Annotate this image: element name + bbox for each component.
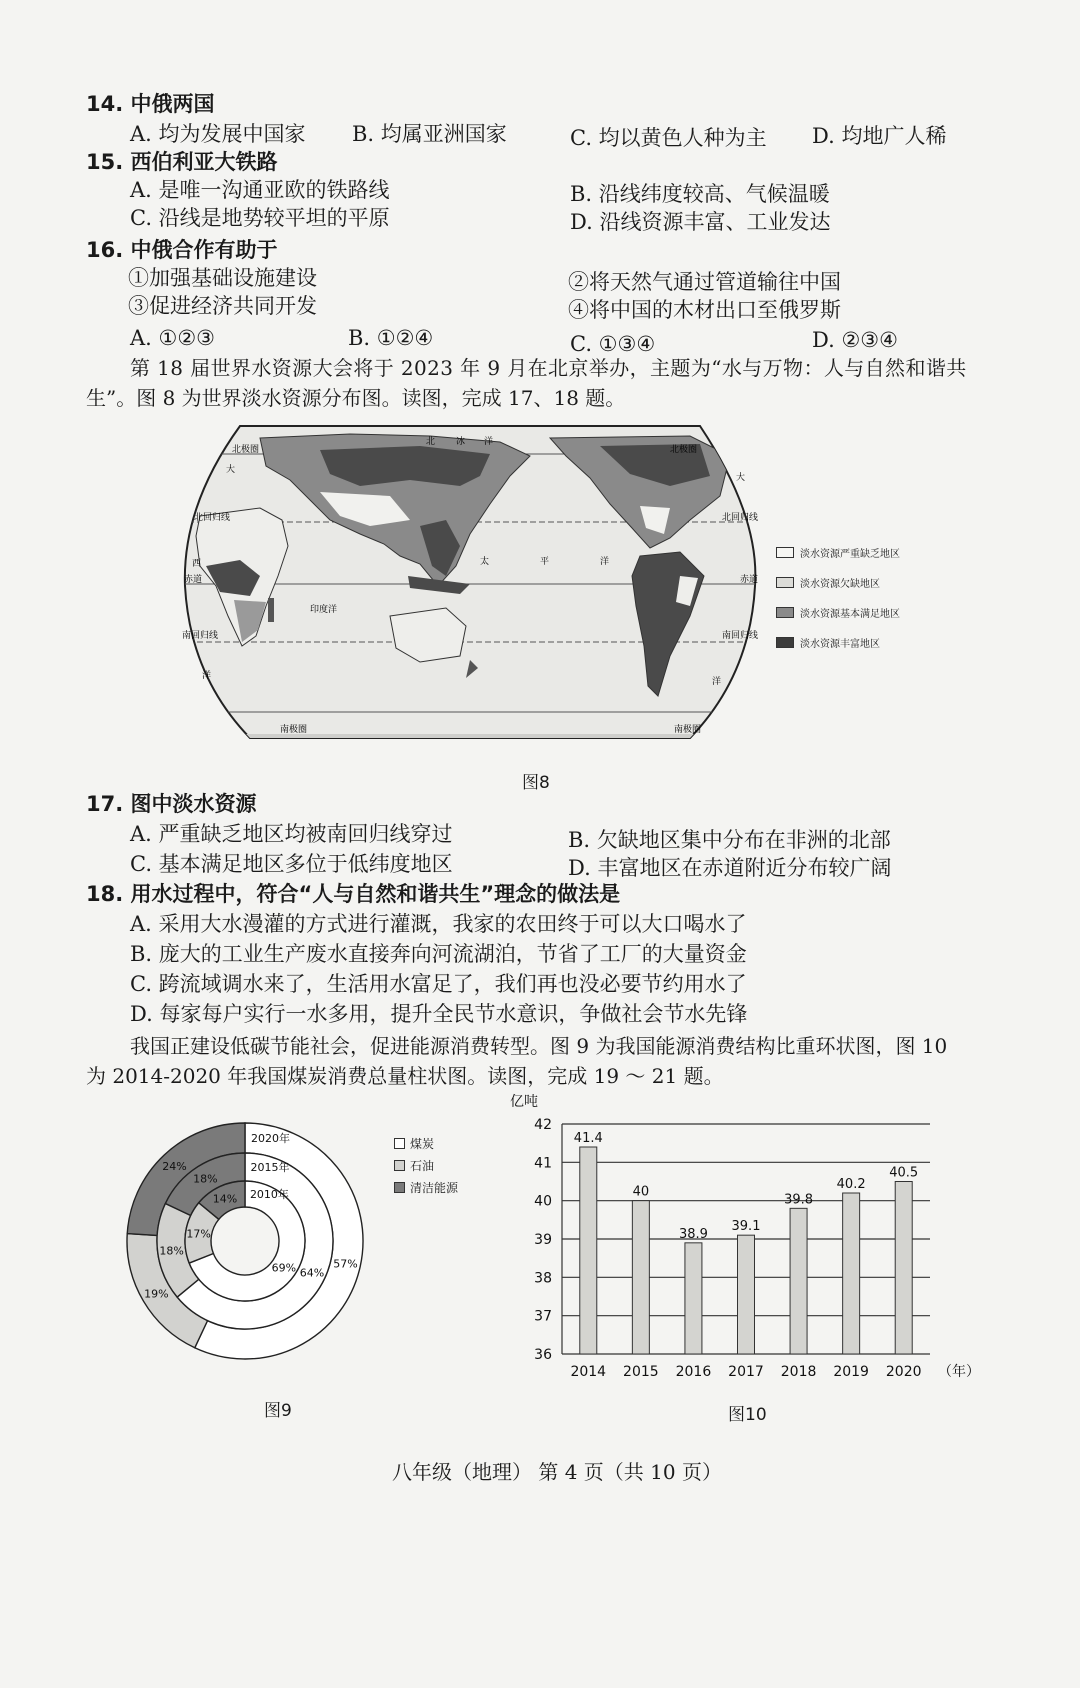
q14-option-d: D. 均地广人稀	[812, 124, 947, 148]
ring-legend-item-oil	[394, 1156, 458, 1174]
label-equator-right: 赤道	[740, 575, 759, 585]
legend-label-severe: 淡水资源严重缺乏地区	[800, 548, 900, 560]
legend-swatch-rich	[776, 637, 794, 648]
bar-2018	[790, 1208, 807, 1354]
q15-option-b: B. 沿线纬度较高、气候温暖	[570, 182, 830, 206]
ring-label-2020年-oil: 19%	[144, 1287, 169, 1301]
q16-statement-1: ①加强基础设施建设	[128, 266, 317, 290]
q16-statement-3: ③促进经济共同开发	[128, 294, 317, 318]
bar-y-tick-38: 38	[534, 1270, 552, 1287]
label-yang1: 洋	[484, 437, 494, 447]
label-yang3: 洋	[202, 671, 212, 681]
ring-label-2015年-clean: 18%	[193, 1172, 218, 1186]
q15-option-c: C. 沿线是地势较平坦的平原	[130, 206, 390, 230]
q17-option-c: C. 基本满足地区多位于低纬度地区	[130, 852, 453, 876]
page-footer: 八年级（地理） 第 4 页（共 10 页）	[392, 1460, 722, 1484]
q17-stem: 17. 图中淡水资源	[86, 792, 257, 816]
label-bing: 冰	[456, 437, 466, 447]
ring-legend-swatch-clean	[394, 1182, 405, 1193]
label-yang4: 洋	[712, 677, 722, 687]
bar-x-tick-2015: 2015	[623, 1364, 659, 1380]
ring-label-2010年-clean: 14%	[212, 1192, 238, 1206]
bar-2017	[738, 1235, 755, 1354]
label-tropic-capricorn-right: 南回归线	[722, 631, 759, 641]
bar-2019	[843, 1193, 860, 1354]
bar-x-tick-2017: 2017	[728, 1364, 764, 1380]
q16-option-c: C. ①③④	[570, 332, 656, 356]
bar-y-tick-41: 41	[534, 1155, 552, 1172]
bar-y-tick-39: 39	[534, 1232, 552, 1248]
figure-9-caption: 图9	[264, 1401, 292, 1421]
ring-legend-label-coal: 煤炭	[410, 1136, 435, 1151]
ring-legend-item-clean	[394, 1178, 458, 1196]
figure-10-caption: 图10	[728, 1405, 767, 1425]
q17-option-d: D. 丰富地区在赤道附近分布较广阔	[568, 856, 892, 880]
bar-x-tick-2019: 2019	[833, 1364, 869, 1380]
label-tropic-capricorn-left: 南回归线	[182, 631, 219, 641]
ring-year-label-2015年: 2015年	[250, 1161, 290, 1175]
antarctica	[210, 734, 730, 750]
ring-label-2015年-oil: 18%	[159, 1244, 184, 1258]
intro-19-21-line1: 我国正建设低碳节能社会，促进能源消费转型。图 9 为我国能源消费结构比重环状图，图 10	[130, 1034, 948, 1058]
label-tropic-cancer-right: 北回归线	[722, 513, 759, 523]
bar-x-tick-2018: 2018	[780, 1364, 817, 1380]
q18-option-c: C. 跨流域调水来了，生活用水富足了，我们再也没必要节约用水了	[130, 972, 747, 996]
ring-legend-label-clean: 清洁能源	[410, 1180, 459, 1195]
ring-label-2020年-clean: 24%	[162, 1159, 187, 1173]
ring-label-2010年-coal: 69%	[271, 1261, 297, 1275]
intro-17-18-line1: 第 18 届世界水资源大会将于 2023 年 9 月在北京举办，主题为“水与万物：人与自然和谐共	[130, 356, 967, 380]
bar-value-label-2015: 40	[632, 1184, 650, 1200]
bar-y-tick-37: 37	[534, 1308, 552, 1325]
q14-option-a: A. 均为发展中国家	[130, 122, 306, 146]
q17-option-b: B. 欠缺地区集中分布在非洲的北部	[568, 828, 891, 852]
legend-item-basic	[776, 602, 976, 622]
ring-label-2020年-coal: 57%	[333, 1257, 358, 1271]
q16-stem: 16. 中俄合作有助于	[86, 238, 278, 262]
bar-value-label-2019: 40.2	[836, 1177, 866, 1192]
q16-option-a: A. ①②③	[130, 326, 215, 350]
madagascar	[268, 598, 274, 622]
legend-item-lacking	[776, 572, 976, 592]
label-arctic-circle-left: 北极圈	[232, 445, 260, 455]
legend-item-rich	[776, 632, 976, 652]
ring-legend-item-coal	[394, 1134, 458, 1152]
q17-option-a: A. 严重缺乏地区均被南回归线穿过	[130, 822, 453, 846]
legend-swatch-basic	[776, 607, 794, 618]
bar-2014	[580, 1147, 597, 1354]
bar-y-tick-40: 40	[534, 1193, 552, 1210]
bar-x-tick-2016: 2016	[675, 1364, 712, 1380]
q14-option-b: B. 均属亚洲国家	[352, 122, 507, 146]
ring-legend-swatch-coal	[394, 1138, 405, 1149]
intro-19-21-line2: 为 2014-2020 年我国煤炭消费总量柱状图。读图，完成 19 ～ 21 题。	[86, 1064, 724, 1088]
label-indian-ocean: 印度洋	[310, 605, 338, 615]
bar-2015	[632, 1201, 649, 1354]
bar-value-label-2016: 38.9	[678, 1226, 708, 1242]
label-tropic-cancer-left: 北回归线	[194, 513, 231, 523]
bar-y-unit: 亿吨	[510, 1094, 538, 1110]
legend-item-severe	[776, 542, 976, 562]
label-antarctic-circle-right: 南极圈	[674, 725, 702, 735]
q18-option-a: A. 采用大水漫灌的方式进行灌溉，我家的农田终于可以大口喝水了	[130, 912, 747, 936]
ring-label-2015年-coal: 64%	[299, 1266, 325, 1280]
q14-option-c: C. 均以黄色人种为主	[570, 126, 767, 150]
legend-label-rich: 淡水资源丰富地区	[800, 638, 880, 650]
q18-option-b: B. 庞大的工业生产废水直接奔向河流湖泊，节省了工厂的大量资金	[130, 942, 747, 966]
q16-option-b: B. ①②④	[348, 326, 434, 350]
bar-value-label-2017: 39.1	[731, 1219, 761, 1235]
eurasia-rich-region	[320, 446, 490, 486]
bar-2016	[685, 1243, 702, 1354]
intro-17-18-line2: 生”。图 8 为世界淡水资源分布图。读图，完成 17、18 题。	[86, 386, 626, 410]
bar-2020	[895, 1182, 912, 1355]
ring-label-2010年-oil: 17%	[186, 1227, 211, 1241]
label-arctic-circle-right: 北极圈	[670, 445, 698, 455]
legend-label-basic: 淡水资源基本满足地区	[800, 608, 900, 620]
bar-y-tick-36: 36	[534, 1347, 552, 1363]
ring-year-label-2010年: 2010年	[249, 1188, 289, 1202]
ring-year-label-2020年: 2020年	[251, 1132, 291, 1146]
label-da-right: 大	[736, 473, 746, 483]
label-tai: 太	[480, 557, 490, 567]
bar-x-tick-2020: 2020	[885, 1364, 922, 1380]
q16-statement-2: ②将天然气通过管道输往中国	[568, 270, 841, 294]
bar-value-label-2020: 40.5	[889, 1165, 919, 1181]
label-yang2: 洋	[600, 557, 610, 567]
label-antarctic-circle-left: 南极圈	[280, 725, 308, 735]
ring-legend-swatch-oil	[394, 1160, 405, 1171]
figure-8-caption: 图8	[522, 773, 550, 793]
legend-swatch-lacking	[776, 577, 794, 588]
label-xi: 西	[192, 559, 202, 569]
bar-x-tick-2014: 2014	[570, 1364, 607, 1380]
bar-x-unit: （年）	[938, 1364, 980, 1380]
q16-statement-4: ④将中国的木材出口至俄罗斯	[568, 298, 841, 322]
coal-consumption-bar-chart	[510, 1090, 990, 1400]
q18-stem: 18. 用水过程中，符合“人与自然和谐共生”理念的做法是	[86, 882, 621, 906]
map-legend	[776, 542, 976, 652]
q18-option-d: D. 每家每户实行一水多用，提升全民节水意识，争做社会节水先锋	[130, 1002, 748, 1026]
bar-value-label-2014: 41.4	[573, 1131, 603, 1146]
label-ping: 平	[540, 557, 550, 567]
ring-legend	[394, 1134, 458, 1196]
world-freshwater-map	[170, 416, 770, 750]
q14-stem: 14. 中俄两国	[86, 92, 215, 116]
bar-value-label-2018: 39.8	[784, 1192, 814, 1208]
bar-y-tick-42: 42	[534, 1117, 552, 1133]
q16-option-d: D. ②③④	[812, 328, 898, 352]
legend-label-lacking: 淡水资源欠缺地区	[800, 578, 880, 590]
label-da-left: 大	[226, 465, 236, 475]
label-equator-left: 赤道	[184, 575, 203, 585]
q15-option-d: D. 沿线资源丰富、工业发达	[570, 210, 831, 234]
q15-stem: 15. 西伯利亚大铁路	[86, 150, 278, 174]
label-bei: 北	[426, 437, 436, 447]
q15-option-a: A. 是唯一沟通亚欧的铁路线	[130, 178, 390, 202]
legend-swatch-severe	[776, 547, 794, 558]
ring-legend-label-oil: 石油	[410, 1158, 435, 1173]
